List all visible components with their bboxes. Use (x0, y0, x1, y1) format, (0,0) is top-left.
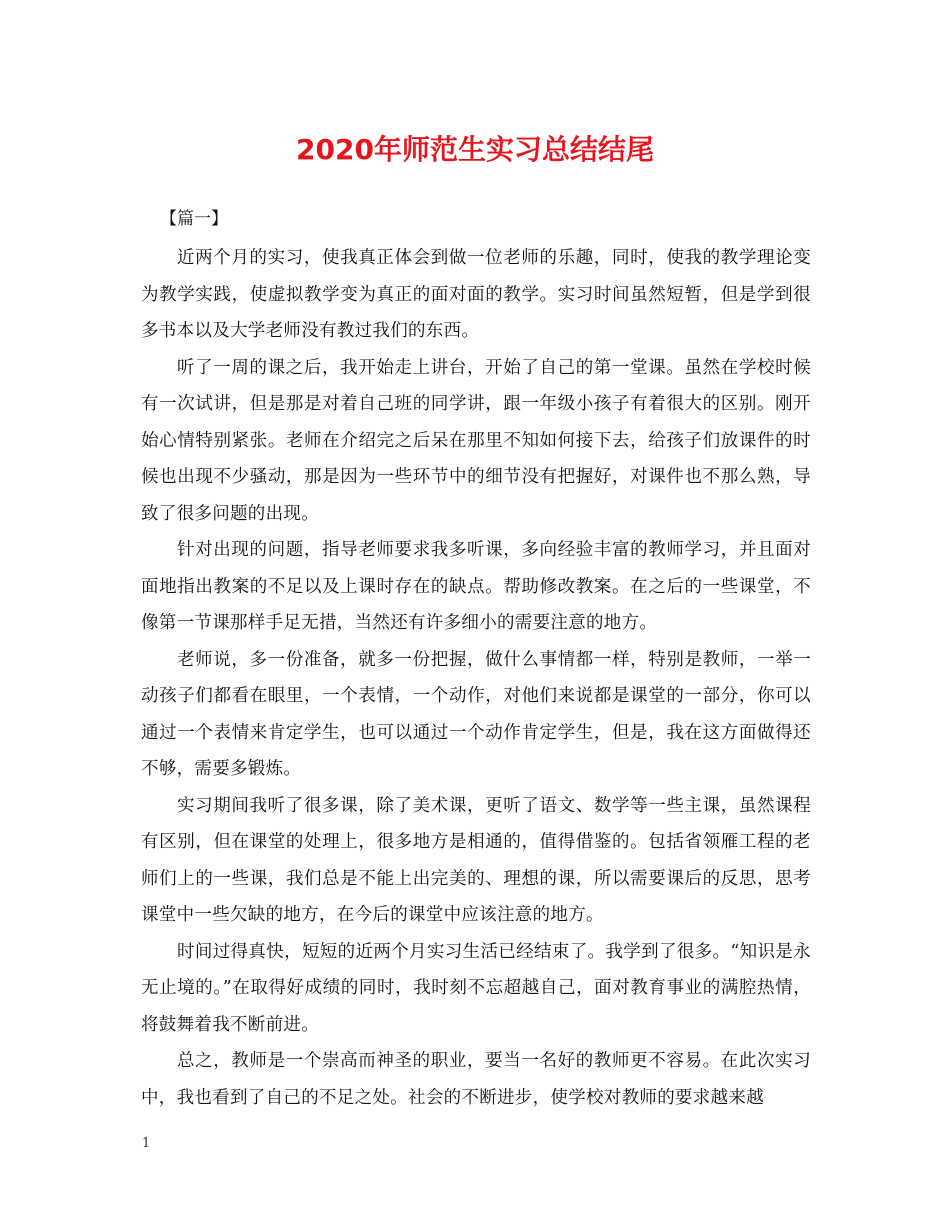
paragraph-4: 老师说，多一份准备，就多一份把握，做什么事情都一样，特别是教师，一举一动孩子们都看在眼里，一个表情，一个动作，对他们来说都是课堂的一部分，你可以通过一个表情来肯定学生，也可以通过一个动作肯定学生，但是，我在这方面做得还不够，需要多锻炼。 (141, 649, 811, 779)
paragraph-7: 总之，教师是一个崇高而神圣的职业，要当一名好的教师更不容易。在此次实习中，我也看到了自己的不足之处。社会的不断进步，使学校对教师的要求越来越 (141, 1051, 811, 1108)
section-label: 【篇一】 (160, 209, 228, 229)
paragraph-6: 时间过得真快，短短的近两个月实习生活已经结束了。我学到了很多。“知识是永无止境的。”在取得好成绩的同时，我时刻不忘超越自己，面对教育事业的满腔热情，将鼓舞着我不断前进。 (141, 941, 811, 1035)
paragraph-2: 听了一周的课之后，我开始走上讲台，开始了自己的第一堂课。虽然在学校时候有一次试讲，但是那是对着自己班的同学讲，跟一年级小孩子有着很大的区别。刚开始心情特别紧张。老师在介绍完之后呆在那里不知如何接下去，给孩子们放课件的时候也出现不少骚动，那是因为一些环节中的细节没有把握好，对课件也不那么熟，导致了很多问题的出现。 (141, 357, 811, 524)
paragraph-3: 针对出现的问题，指导老师要求我多听课，多向经验丰富的教师学习，并且面对面地指出教案的不足以及上课时存在的缺点。帮助修改教案。在之后的一些课堂，不像第一节课那样手足无措，当然还有许多细小的需要注意的地方。 (141, 540, 811, 633)
paragraph-1: 近两个月的实习，使我真正体会到做一位老师的乐趣，同时，使我的教学理论变为教学实践，使虚拟教学变为真正的面对面的教学。实习时间虽然短暂，但是学到很多书本以及大学老师没有教过我们的东西。 (141, 248, 811, 341)
document-body (141, 240, 811, 1116)
page-number: 1 (142, 1136, 151, 1151)
paragraph-5: 实习期间我听了很多课，除了美术课，更听了语文、数学等一些主课，虽然课程有区别，但在课堂的处理上，很多地方是相通的，值得借鉴的。包括省领雁工程的老师们上的一些课，我们总是不能上出完美的、理想的课，所以需要课后的反思，思考课堂中一些欠缺的地方，在今后的课堂中应该注意的地方。 (141, 795, 811, 925)
page-title: 2020年师范生实习总结结尾 (296, 133, 654, 166)
